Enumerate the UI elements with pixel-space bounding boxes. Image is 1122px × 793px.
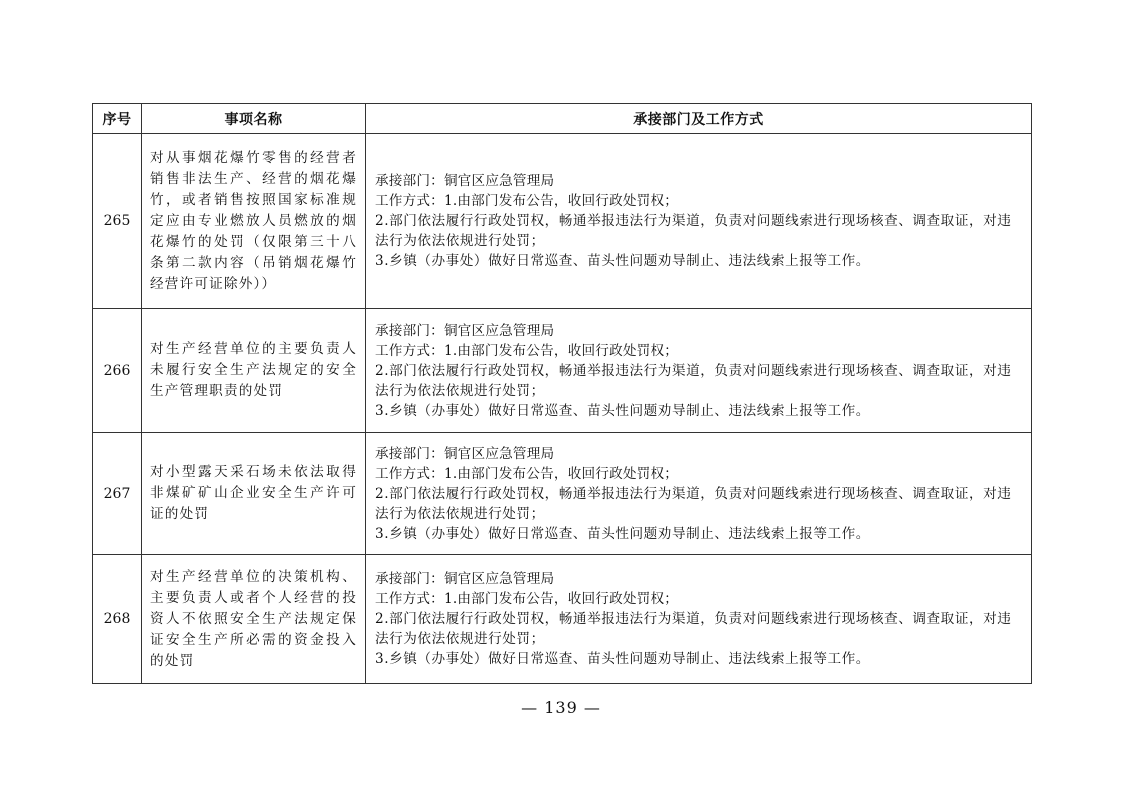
row-matter-name: 对生产经营单位的主要负责人未履行安全生产法规定的安全生产管理职责的处罚: [142, 309, 366, 433]
method-mode: 工作方式：1.由部门发布公告，收回行政处罚权；: [375, 591, 679, 607]
row-matter-name: 对生产经营单位的决策机构、主要负责人或者个人经营的投资人不依照安全生产法规定保证安全生产所必需的资金投入的处罚: [142, 555, 366, 684]
method-step-3: 3.乡镇（办事处）做好日常巡查、苗头性问题劝导制止、违法线索上报等工作。: [375, 651, 870, 667]
row-serial-number: 266: [93, 309, 142, 433]
row-matter-name: 对小型露天采石场未依法取得非煤矿矿山企业安全生产许可证的处罚: [142, 433, 366, 555]
table-body: [93, 134, 1032, 684]
method-step-3: 3.乡镇（办事处）做好日常巡查、苗头性问题劝导制止、违法线索上报等工作。: [375, 253, 870, 269]
table-row: [93, 134, 1032, 309]
method-department: 承接部门：铜官区应急管理局: [375, 445, 555, 462]
method-step-2: 2.部门依法履行行政处罚权，畅通举报违法行为渠道，负责对问题线索进行现场核查、调查取证，对违法行为依法依规进行处罚；: [375, 362, 1012, 399]
matters-table: [92, 103, 1032, 684]
header-row: [93, 104, 1032, 134]
method-step-3: 3.乡镇（办事处）做好日常巡查、苗头性问题劝导制止、违法线索上报等工作。: [375, 525, 870, 542]
method-department: 承接部门：铜官区应急管理局: [375, 322, 555, 339]
page-number: — 139 —: [521, 698, 601, 717]
row-department-and-method: [366, 309, 1032, 433]
row-matter-name: 对从事烟花爆竹零售的经营者销售非法生产、经营的烟花爆竹，或者销售按照国家标准规定应由专业燃放人员燃放的烟花爆竹的处罚（仅限第三十八条第二款内容（吊销烟花爆竹经营许可证除外））: [142, 134, 366, 309]
method-step-2: 2.部门依法履行行政处罚权，畅通举报违法行为渠道，负责对问题线索进行现场核查、调查取证，对违法行为依法依规进行处罚；: [375, 485, 1012, 522]
table-header: [93, 104, 1032, 134]
header-department-and-method: 承接部门及工作方式: [366, 104, 1032, 134]
table-row: [93, 309, 1032, 433]
header-serial-number: 序号: [93, 104, 142, 134]
row-serial-number: 267: [93, 433, 142, 555]
header-matter-name: 事项名称: [142, 104, 366, 134]
row-serial-number: 265: [93, 134, 142, 309]
table-row: [93, 555, 1032, 684]
method-department: 承接部门：铜官区应急管理局: [375, 571, 555, 587]
method-mode: 工作方式：1.由部门发布公告，收回行政处罚权；: [375, 193, 679, 209]
row-department-and-method: [366, 134, 1032, 309]
method-mode: 工作方式：1.由部门发布公告，收回行政处罚权；: [375, 342, 679, 359]
table-row: [93, 433, 1032, 555]
method-department: 承接部门：铜官区应急管理局: [375, 173, 555, 189]
method-step-3: 3.乡镇（办事处）做好日常巡查、苗头性问题劝导制止、违法线索上报等工作。: [375, 402, 870, 419]
row-department-and-method: [366, 433, 1032, 555]
row-department-and-method: [366, 555, 1032, 684]
row-serial-number: 268: [93, 555, 142, 684]
method-step-2: 2.部门依法履行行政处罚权，畅通举报违法行为渠道，负责对问题线索进行现场核查、调查取证，对违法行为依法依规进行处罚；: [375, 213, 1012, 249]
method-mode: 工作方式：1.由部门发布公告，收回行政处罚权；: [375, 465, 679, 482]
method-step-2: 2.部门依法履行行政处罚权，畅通举报违法行为渠道，负责对问题线索进行现场核查、调查取证，对违法行为依法依规进行处罚；: [375, 611, 1012, 647]
